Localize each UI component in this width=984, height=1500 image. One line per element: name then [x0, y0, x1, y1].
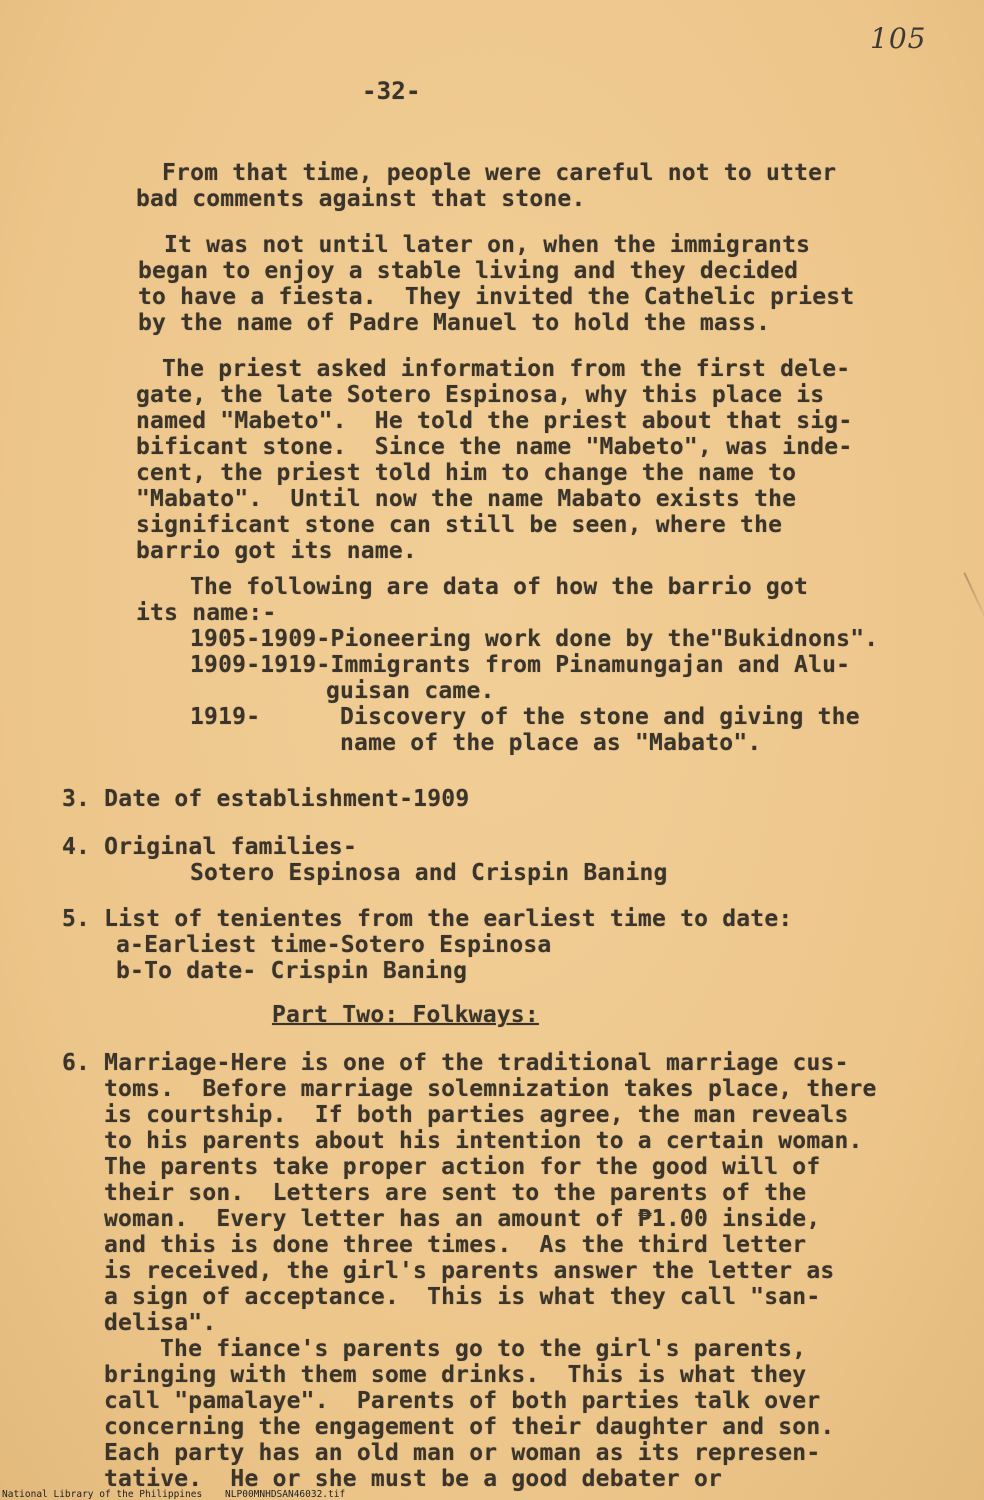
text-line: "Mabato". Until now the name Mabato exists the: [136, 486, 797, 512]
text-line: call "pamalaye". Parents of both parties talk over: [104, 1388, 821, 1414]
text-line: 3. Date of establishment-1909: [62, 786, 470, 812]
text-line: guisan came.: [326, 678, 495, 704]
text-line: to have a fiesta. They invited the Cathelic priest: [138, 284, 855, 310]
text-line: a sign of acceptance. This is what they call "san-: [104, 1284, 821, 1310]
text-line: began to enjoy a stable living and they decided: [138, 258, 799, 284]
text-line: The fiance's parents go to the girl's parents,: [160, 1336, 807, 1362]
text-line: bringing with them some drinks. This is what they: [104, 1362, 807, 1388]
text-line: Each party has an old man or woman as its represen-: [104, 1440, 821, 1466]
section-heading: Part Two: Folkways:: [272, 1002, 539, 1028]
text-line: woman. Every letter has an amount of ₱1.00 inside,: [104, 1206, 821, 1232]
text-line: 1905-1909-Pioneering work done by the"Bukidnons".: [190, 626, 879, 652]
text-line: cent, the priest told him to change the name to: [136, 460, 797, 486]
text-line: named "Mabeto". He told the priest about that sig-: [136, 408, 853, 434]
text-line: tative. He or she must be a good debater or: [104, 1466, 723, 1492]
text-line: bificant stone. Since the name "Mabeto", was inde-: [136, 434, 853, 460]
text-line: their son. Letters are sent to the parents of the: [104, 1180, 807, 1206]
text-line: is courtship. If both parties agree, the man reveals: [104, 1102, 849, 1128]
text-line: From that time, people were careful not to utter: [162, 160, 837, 186]
text-line: The priest asked information from the first dele-: [162, 356, 851, 382]
text-line: a-Earliest time-Sotero Espinosa: [116, 932, 552, 958]
text-line: 4. Original families-: [62, 834, 357, 860]
text-line: gate, the late Sotero Espinosa, why this place is: [136, 382, 825, 408]
handwritten-page-number: 105: [870, 22, 927, 55]
text-line: barrio got its name.: [136, 538, 417, 564]
text-line: 1919-: [190, 704, 261, 730]
text-line: significant stone can still be seen, where the: [136, 512, 783, 538]
text-line: by the name of Padre Manuel to hold the mass.: [138, 310, 771, 336]
text-line: name of the place as "Mabato".: [340, 730, 762, 756]
text-line: 1909-1919-Immigrants from Pinamungajan and Alu-: [190, 652, 851, 678]
text-line: It was not until later on, when the immigrants: [164, 232, 811, 258]
text-line: The parents take proper action for the good will of: [104, 1154, 821, 1180]
text-line: b-To date- Crispin Baning: [116, 958, 468, 984]
text-line: Discovery of the stone and giving the: [340, 704, 860, 730]
text-line: is received, the girl's parents answer the letter as: [104, 1258, 835, 1284]
text-line: to his parents about his intention to a certain woman.: [104, 1128, 863, 1154]
text-line: The following are data of how the barrio got: [190, 574, 809, 600]
text-line: delisa".: [104, 1310, 217, 1336]
text-line: 5. List of tenientes from the earliest time to date:: [62, 906, 793, 932]
text-line: Sotero Espinosa and Crispin Baning: [190, 860, 668, 886]
text-line: toms. Before marriage solemnization takes place, there: [104, 1076, 877, 1102]
text-line: bad comments against that stone.: [136, 186, 586, 212]
archive-footer: National Library of the Philippines NLP00MNHDSAN46032.tif: [2, 1489, 346, 1500]
paper-edge-mark: [963, 572, 984, 627]
text-line: 6. Marriage-Here is one of the traditional marriage cus-: [62, 1050, 849, 1076]
text-line: and this is done three times. As the third letter: [104, 1232, 807, 1258]
page-number: -32-: [362, 77, 421, 105]
text-line: concerning the engagement of their daughter and son.: [104, 1414, 835, 1440]
text-line: its name:-: [136, 600, 277, 626]
